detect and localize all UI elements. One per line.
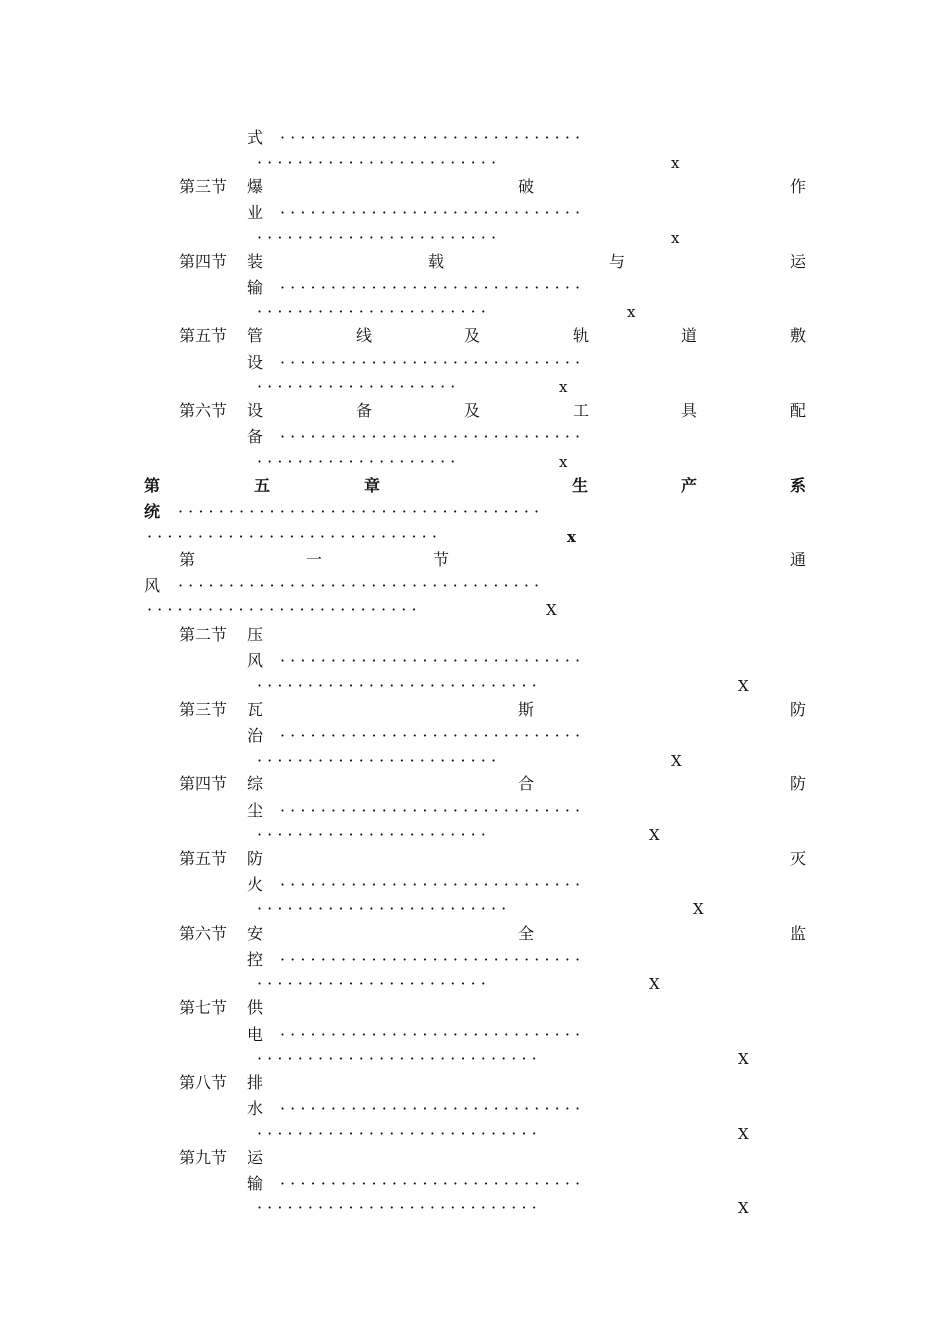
toc-line	[0, 1123, 950, 1145]
page-number[interactable]: X	[738, 677, 749, 695]
leader-dots: · · · · · · · · · · · · · · · · · · · · · · · · · · · · · ·	[280, 278, 581, 297]
toc-line	[0, 1173, 950, 1195]
toc-line	[0, 501, 950, 523]
section-label: 第三节	[179, 700, 228, 719]
toc-line	[0, 750, 950, 772]
toc-entry-line[interactable]	[0, 251, 950, 273]
leader-dots: · · · · · · · · · · · · · · · · · · · · · · ·	[257, 825, 486, 844]
leader-dots: · · · · · · · · · · · · · · · · · · · · · · · · · · · ·	[257, 1124, 537, 1143]
leader-dots: · · · · · · · · · · · · · · · · · · · · · · · · · · · ·	[257, 676, 537, 695]
page-number[interactable]: X	[671, 752, 682, 770]
chapter-title-char: 章	[364, 476, 381, 495]
toc-entry-line[interactable]	[0, 325, 950, 347]
section-label: 第四节	[179, 252, 228, 271]
toc-title-char: 监	[790, 924, 807, 943]
toc-title-char: 安	[247, 924, 264, 943]
toc-line	[0, 526, 950, 548]
toc-line	[0, 949, 950, 971]
section-label: 第七节	[179, 998, 228, 1017]
page-number[interactable]: X	[693, 900, 704, 918]
toc-line	[0, 1098, 950, 1120]
chapter-title-char: 五	[254, 476, 271, 495]
chapter-title-char: 第	[144, 476, 161, 495]
toc-title-char: 备	[356, 401, 373, 420]
toc-title-char: 备	[247, 427, 264, 446]
toc-title-char: 具	[681, 401, 698, 420]
leader-dots: · · · · · · · · · · · · · · · · · · · · · · · · · · · · · ·	[280, 203, 581, 222]
toc-title-char: 水	[247, 1099, 264, 1118]
toc-title-char: 运	[790, 252, 807, 271]
page-number[interactable]: X	[738, 1050, 749, 1068]
toc-entry-line[interactable]	[0, 624, 950, 646]
leader-dots: · · · · · · · · · · · · · · · · · · · · · · · ·	[257, 751, 497, 770]
toc-line	[0, 824, 950, 846]
leader-dots: · · · · · · · · · · · · · · · · · · · · · · · · · · · · · ·	[280, 353, 581, 372]
leader-dots: · · · · · · · · · · · · · · · · · · · · · · · · · · · · · ·	[280, 801, 581, 820]
toc-title-char: 综	[247, 774, 264, 793]
toc-title-char: 全	[518, 924, 535, 943]
toc-title-char: 灭	[790, 849, 807, 868]
section-label: 第九节	[179, 1148, 228, 1167]
toc-line	[0, 675, 950, 697]
toc-line	[0, 650, 950, 672]
leader-dots: · · · · · · · · · · · · · · · · · · · · · · · · · · · · · ·	[280, 1174, 581, 1193]
toc-title-char: 治	[247, 726, 264, 745]
toc-entry-line[interactable]	[0, 400, 950, 422]
toc-line	[0, 599, 950, 621]
toc-title-char: 通	[790, 550, 807, 569]
toc-title-char: 输	[247, 278, 264, 297]
section-label: 第三节	[179, 177, 228, 196]
toc-title-char: 道	[681, 326, 698, 345]
toc-line	[0, 898, 950, 920]
leader-dots: · · · · · · · · · · · · · · · · · · · · · · · · · · · ·	[257, 1198, 537, 1217]
toc-title-char: 斯	[518, 700, 535, 719]
leader-dots: · · · · · · · · · · · · · · · · · · · · · · · · · · · · ·	[147, 527, 437, 546]
leader-dots: · · · · · · · · · · · · · · · · · · · · · · · · · · · · · · · · · · · ·	[178, 502, 540, 521]
leader-dots: · · · · · · · · · · · · · · · · · · · · · · · · · · · · · ·	[280, 950, 581, 969]
toc-title-char: 控	[247, 950, 264, 969]
toc-line	[0, 227, 950, 249]
leader-dots: · · · · · · · · · · · · · · · · · · · · · · · · · · · · · ·	[280, 1099, 581, 1118]
section-label-char: 一	[306, 550, 323, 569]
toc-entry-line[interactable]	[0, 1147, 950, 1169]
toc-title-char: 防	[247, 849, 264, 868]
toc-entry-line[interactable]	[0, 848, 950, 870]
toc-line	[0, 202, 950, 224]
toc-entry-line[interactable]	[0, 176, 950, 198]
page-number[interactable]: x	[627, 303, 636, 321]
page-number[interactable]: X	[738, 1199, 749, 1217]
leader-dots: · · · · · · · · · · · · · · · · · · · · · · · · · · · · · · · · · · · ·	[178, 576, 540, 595]
toc-line	[0, 1197, 950, 1219]
toc-title-char: 供	[247, 998, 264, 1017]
page-number[interactable]: x	[671, 154, 680, 172]
toc-title-char: 破	[518, 177, 535, 196]
toc-title-char: 与	[609, 252, 626, 271]
toc-line	[0, 800, 950, 822]
chapter-title-char: 统	[144, 502, 161, 521]
chapter-title-char: 生	[572, 476, 589, 495]
toc-line	[0, 451, 950, 473]
toc-title-char: 业	[247, 203, 264, 222]
toc-title-char: 防	[790, 700, 807, 719]
toc-title-char: 运	[247, 1148, 264, 1167]
leader-dots: · · · · · · · · · · · · · · · · · · · · · · · ·	[257, 228, 497, 247]
leader-dots: · · · · · · · · · · · · · · · · · · · ·	[257, 377, 456, 396]
leader-dots: · · · · · · · · · · · · · · · · · · · · · · · · ·	[257, 899, 507, 918]
toc-entry-line[interactable]	[0, 923, 950, 945]
page-number[interactable]: X	[649, 826, 660, 844]
toc-line	[0, 127, 950, 149]
toc-entry-line[interactable]	[0, 997, 950, 1019]
page-number[interactable]: x	[671, 229, 680, 247]
toc-title-char: 轨	[573, 326, 590, 345]
toc-title-char: 输	[247, 1174, 264, 1193]
page-number[interactable]: X	[738, 1125, 749, 1143]
toc-title-char: 火	[247, 875, 264, 894]
toc-title-char: 爆	[247, 177, 264, 196]
section-label: 第六节	[179, 401, 228, 420]
toc-title-char: 作	[790, 177, 807, 196]
chapter-title-char: 系	[790, 476, 807, 495]
section-label: 第五节	[179, 326, 228, 345]
toc-title-char: 压	[247, 625, 264, 644]
toc-line	[0, 426, 950, 448]
page-number[interactable]: x	[567, 528, 576, 546]
toc-entry-line[interactable]	[0, 1072, 950, 1094]
section-label: 第五节	[179, 849, 228, 868]
leader-dots: · · · · · · · · · · · · · · · · · · · · · · · · · · · · · ·	[280, 875, 581, 894]
toc-title-char: 配	[790, 401, 807, 420]
section-label: 第六节	[179, 924, 228, 943]
leader-dots: · · · · · · · · · · · · · · · · · · · · · · · · · · · ·	[257, 1049, 537, 1068]
toc-line	[0, 1048, 950, 1070]
leader-dots: · · · · · · · · · · · · · · · · · · · · · · · · · · ·	[147, 600, 417, 619]
toc-title-char: 线	[356, 326, 373, 345]
page-number[interactable]: X	[649, 975, 660, 993]
leader-dots: · · · · · · · · · · · · · · · · · · · · · · ·	[257, 974, 486, 993]
toc-line	[0, 1024, 950, 1046]
toc-title-char: 装	[247, 252, 264, 271]
section-label-char: 第	[179, 550, 196, 569]
toc-entry-line[interactable]	[0, 549, 950, 571]
toc-line	[0, 301, 950, 323]
section-label: 第四节	[179, 774, 228, 793]
page-number[interactable]: x	[559, 378, 568, 396]
toc-line	[0, 725, 950, 747]
toc-title-char: 防	[790, 774, 807, 793]
page-number[interactable]: X	[546, 601, 557, 619]
toc-line	[0, 152, 950, 174]
toc-entry-line[interactable]	[0, 699, 950, 721]
toc-title-char: 及	[464, 326, 481, 345]
toc-title-char: 尘	[247, 801, 264, 820]
toc-title-char: 设	[247, 353, 264, 372]
leader-dots: · · · · · · · · · · · · · · · · · · · · · · · · · · · · · ·	[280, 726, 581, 745]
toc-title-char: 电	[247, 1025, 264, 1044]
toc-title-char: 风	[144, 576, 161, 595]
leader-dots: · · · · · · · · · · · · · · · · · · · · · · · · · · · · · ·	[280, 128, 581, 147]
toc-title-char: 工	[573, 401, 590, 420]
toc-line	[0, 973, 950, 995]
chapter-line[interactable]	[0, 475, 950, 497]
toc-line	[0, 277, 950, 299]
toc-title-char: 设	[247, 401, 264, 420]
toc-title-char: 载	[428, 252, 445, 271]
leader-dots: · · · · · · · · · · · · · · · · · · · · · · ·	[257, 302, 486, 321]
page-number[interactable]: x	[559, 453, 568, 471]
toc-title-char: 及	[464, 401, 481, 420]
leader-dots: · · · · · · · · · · · · · · · · · · · · · · · ·	[257, 153, 497, 172]
leader-dots: · · · · · · · · · · · · · · · · · · · ·	[257, 452, 456, 471]
toc-line	[0, 575, 950, 597]
toc-title-char: 敷	[790, 326, 807, 345]
leader-dots: · · · · · · · · · · · · · · · · · · · · · · · · · · · · · ·	[280, 1025, 581, 1044]
section-label-char: 节	[433, 550, 450, 569]
toc-title-char: 瓦	[247, 700, 264, 719]
toc-title-char: 合	[518, 774, 535, 793]
leader-dots: · · · · · · · · · · · · · · · · · · · · · · · · · · · · · ·	[280, 427, 581, 446]
toc-title-char: 式	[247, 128, 264, 147]
toc-line	[0, 352, 950, 374]
toc-title-char: 风	[247, 651, 264, 670]
toc-title-char: 管	[247, 326, 264, 345]
toc-title-char: 排	[247, 1073, 264, 1092]
section-label: 第八节	[179, 1073, 228, 1092]
chapter-title-char: 产	[681, 476, 698, 495]
toc-entry-line[interactable]	[0, 773, 950, 795]
toc-line	[0, 376, 950, 398]
toc-line	[0, 874, 950, 896]
leader-dots: · · · · · · · · · · · · · · · · · · · · · · · · · · · · · ·	[280, 651, 581, 670]
section-label: 第二节	[179, 625, 228, 644]
